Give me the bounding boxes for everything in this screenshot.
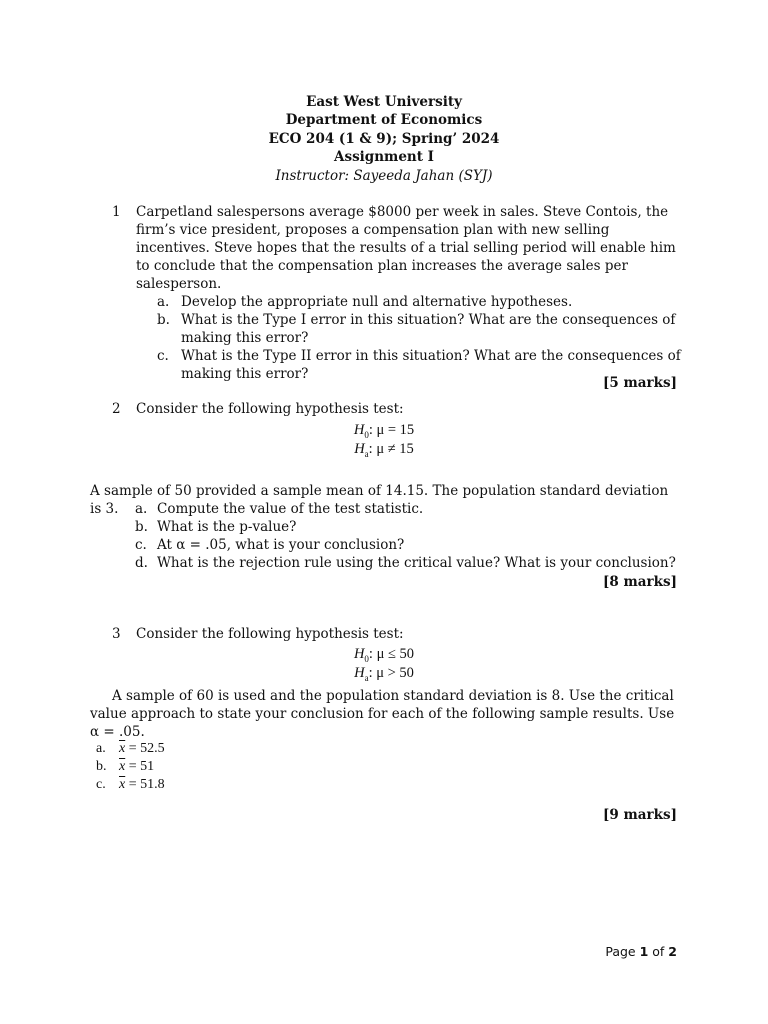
instructor-line: Instructor: Sayeeda Jahan (SYJ)	[275, 167, 493, 184]
sample-statement: A sample of 60 is used and the population standard deviation is 8. Use the critical value approach to state your conclusion for each of the following sample results. Use α = .05.	[90, 688, 675, 740]
sub-question: a. Compute the value of the test statistic.	[135, 501, 424, 517]
department-name: Department of Economics	[285, 112, 483, 129]
marks-label: [5 marks]	[603, 375, 677, 391]
sub-question-list	[135, 500, 695, 572]
sub-question: a. Develop the appropriate null and alternative hypotheses.	[157, 294, 573, 310]
sub-question: b. What is the Type I error in this situation? What are the consequences of making this error?	[157, 312, 676, 346]
sub-question: b. What is the p-value?	[135, 519, 297, 535]
question-2	[112, 400, 682, 418]
marks-label: [9 marks]	[603, 807, 677, 823]
sub-question: c. What is the Type II error in this situation? What are the consequences of making this error?	[157, 348, 681, 382]
alternative-hypothesis: $H_a$: μ > 50	[354, 665, 414, 683]
sub-question: d. What is the rejection rule using the critical value? What is your conclusion?	[135, 555, 676, 571]
university-name: East West University	[306, 94, 462, 110]
document-header	[0, 93, 768, 185]
sample-result: b. $\overline{x} = 51$	[96, 759, 155, 774]
question-text: Consider the following hypothesis test:	[136, 401, 404, 417]
sub-question: c. At α = .05, what is your conclusion?	[135, 537, 405, 553]
course-title: ECO 204 (1 & 9); Spring’ 2024	[268, 130, 500, 147]
sample-result: a. $\overline{x} = 52.5$	[96, 741, 165, 756]
page-footer: Page 1 of 2	[605, 944, 677, 959]
question-3	[112, 625, 682, 643]
sub-question-list	[136, 293, 682, 383]
question-text: Consider the following hypothesis test:	[136, 626, 404, 642]
null-hypothesis: $H_0$: μ ≤ 50	[353, 646, 415, 664]
assignment-title: Assignment I	[334, 149, 434, 166]
sample-statement: A sample of 50 provided a sample mean of 14.15. The population standard deviation is 3.	[90, 483, 669, 517]
question-number: 3	[112, 626, 121, 642]
sample-results-list	[96, 740, 165, 794]
question-number: 2	[112, 401, 121, 417]
current-page-number: 1	[639, 944, 649, 959]
question-1	[112, 203, 682, 383]
question-number: 1	[112, 204, 121, 220]
null-hypothesis: $H_0$: μ = 15	[353, 422, 415, 440]
marks-label: [8 marks]	[603, 574, 677, 590]
sample-result: c. $\overline{x} = 51.8$	[96, 777, 165, 792]
total-page-number: 2	[668, 944, 677, 959]
alternative-hypothesis: $H_a$: μ ≠ 15	[354, 441, 414, 459]
question-text: Carpetland salespersons average $8000 per week in sales. Steve Contois, the firm’s vice president, proposes a compensation plan with new selling incentives. Steve hopes that the results of a trial selling period will enable him to conclude that the compensation plan increases the average sales per salesperson.	[136, 204, 676, 292]
